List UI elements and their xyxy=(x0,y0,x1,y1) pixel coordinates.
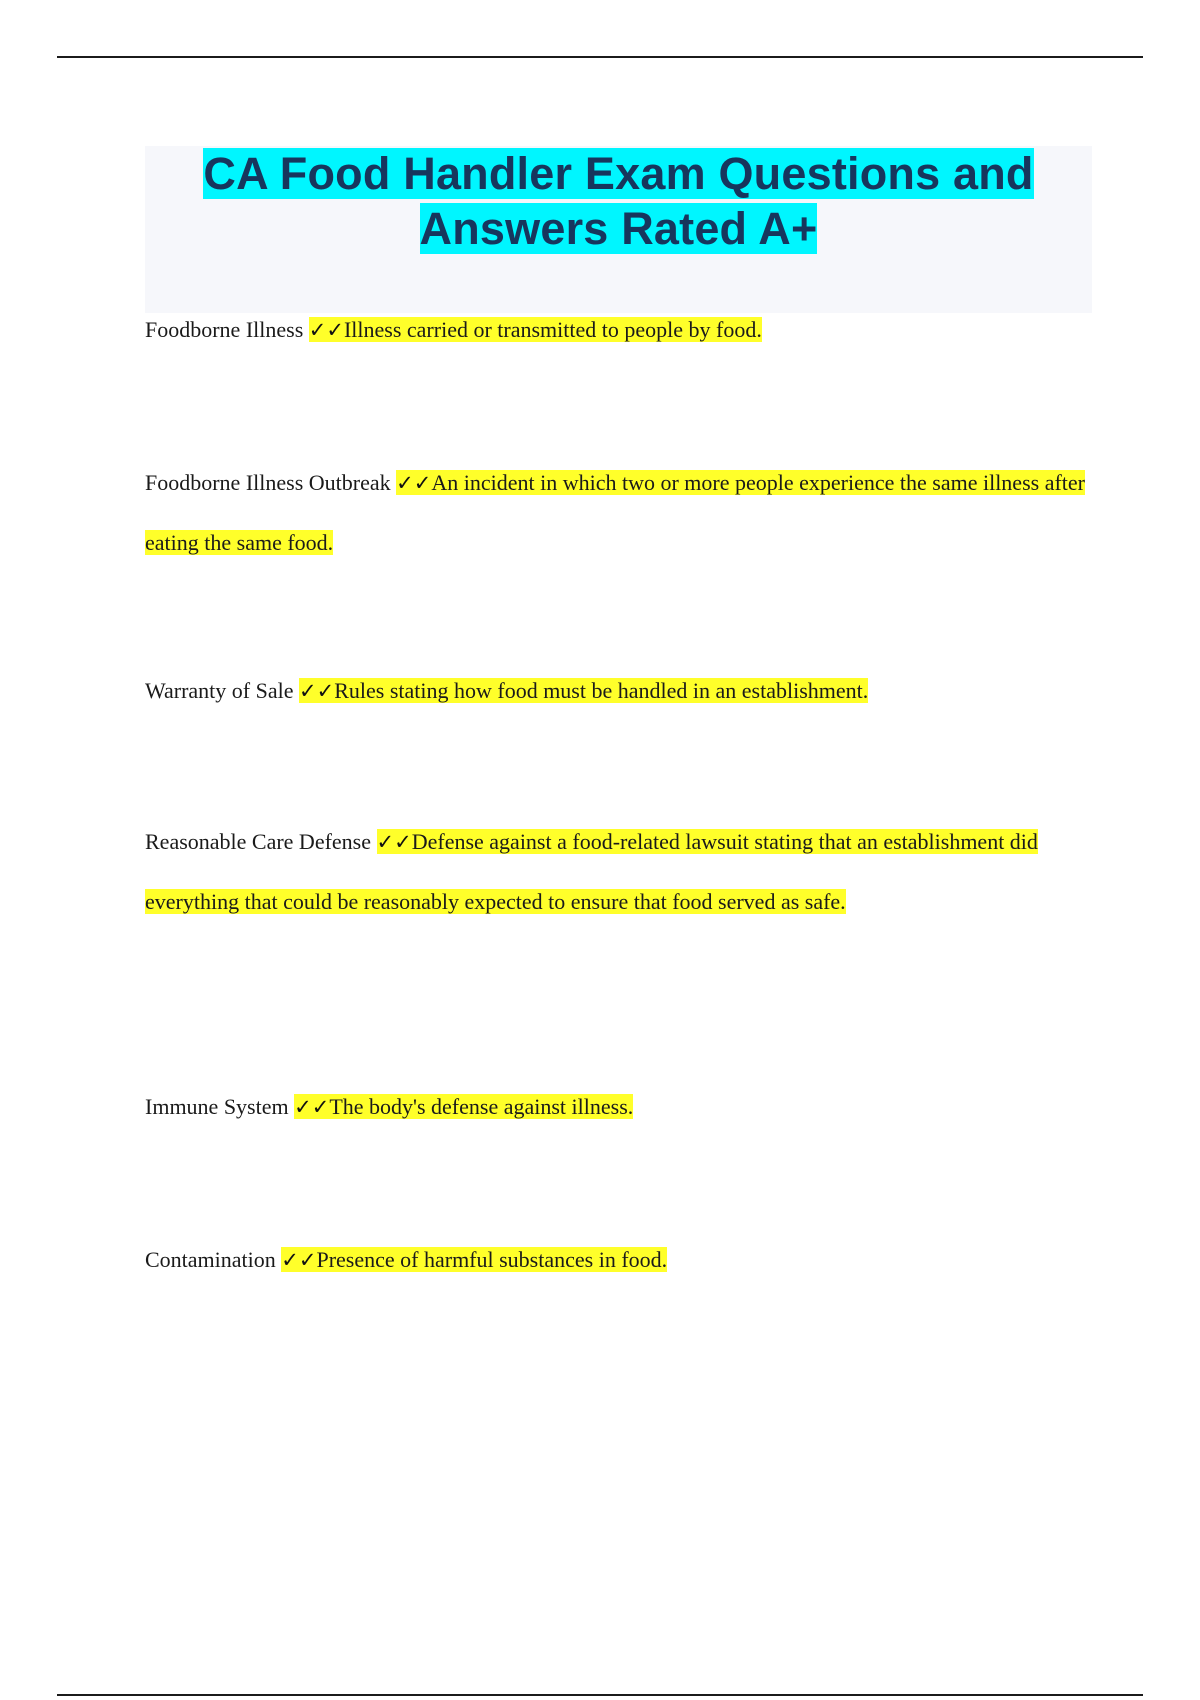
term: Foodborne Illness Outbreak xyxy=(145,470,391,495)
double-check-icon: ✓✓ xyxy=(294,1095,330,1119)
double-check-icon: ✓✓ xyxy=(396,471,432,495)
double-check-icon: ✓✓ xyxy=(299,679,335,703)
answer-highlight xyxy=(299,678,868,703)
definition: Defense against a food-related lawsuit stating that an establishment did everything that could be reasonably expected to ensure that food served as safe. xyxy=(145,829,1038,914)
definition: Presence of harmful substances in food. xyxy=(316,1247,668,1272)
double-check-icon: ✓✓ xyxy=(281,1248,317,1272)
qa-entry-warranty-of-sale xyxy=(145,661,1095,721)
qa-entry-immune-system xyxy=(145,1077,1095,1137)
term: Warranty of Sale xyxy=(145,678,294,703)
definition: The body's defense against illness. xyxy=(329,1094,634,1119)
answer-highlight xyxy=(309,317,762,342)
term: Immune System xyxy=(145,1094,289,1119)
footer-rule xyxy=(57,1694,1143,1696)
qa-entry-reasonable-care-defense xyxy=(145,812,1095,931)
definition: Rules stating how food must be handled in an establishment. xyxy=(334,678,869,703)
title-block xyxy=(145,146,1092,313)
qa-entry-foodborne-illness-outbreak xyxy=(145,453,1095,573)
answer-highlight xyxy=(281,1247,667,1272)
definition: Illness carried or transmitted to people by food. xyxy=(343,317,762,342)
term: Reasonable Care Defense xyxy=(145,829,372,854)
document-title: CA Food Handler Exam Questions and Answers Rated A+ xyxy=(203,148,1034,254)
definition: An incident in which two or more people experience the same illness after eating the same food. xyxy=(145,470,1085,555)
qa-entry-foodborne-illness xyxy=(145,300,1095,360)
double-check-icon: ✓✓ xyxy=(376,830,412,854)
double-check-icon: ✓✓ xyxy=(308,318,344,342)
term: Contamination xyxy=(145,1247,276,1272)
term: Foodborne Illness xyxy=(145,317,304,342)
qa-entry-contamination xyxy=(145,1230,1095,1290)
answer-highlight xyxy=(294,1094,633,1119)
header-rule xyxy=(57,56,1143,58)
